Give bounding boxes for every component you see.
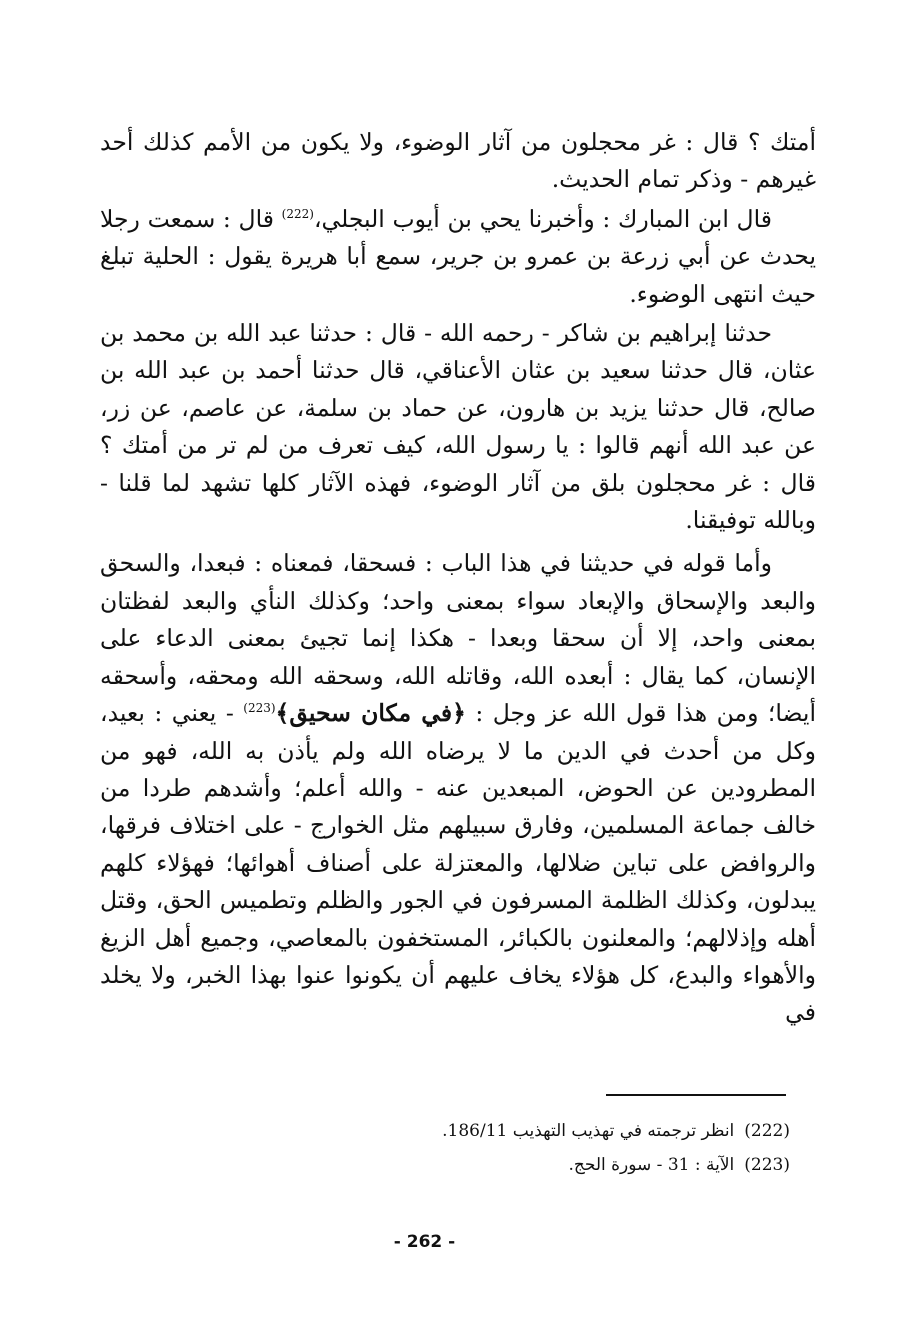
footnote-223: [100, 1148, 790, 1182]
footnote-text: انظر ترجمته في تهذيب التهذيب 186/11.: [442, 1121, 735, 1141]
paragraph-1-text: أمتك ؟ قال : غر محجلون من آثار الوضوء، ولا يكون من الأمم كذلك أحد غيرهم - وذكر تمام الحديث.: [100, 128, 816, 194]
paragraph-4: [100, 545, 816, 1031]
footnote-222: [100, 1114, 790, 1148]
quran-quote: ﴿في مكان سحيق﴾: [275, 699, 466, 728]
paragraph-2-text-before: قال ابن المبارك : وأخبرنا يحي بن أيوب البجلي،: [313, 204, 772, 233]
main-text: [100, 124, 816, 1032]
paragraph-2: [100, 201, 816, 313]
footnote-divider: [606, 1094, 786, 1096]
footnote-text: الآية : 31 - سورة الحج.: [568, 1155, 735, 1175]
footnote-number: (222): [744, 1121, 790, 1141]
footnotes: [100, 1114, 790, 1182]
paragraph-2-text-after: قال : سمعت رجلا يحدث عن أبي زرعة بن عمرو بن جرير، سمع أبا هريرة يقول : الحلية تبلغ حيث انتهى الوضوء.: [100, 204, 816, 308]
footnote-ref-222: (222): [281, 206, 314, 221]
paragraph-3-text: حدثنا إبراهيم بن شاكر - رحمه الله - قال : حدثنا عبد الله بن محمد بن عثان، قال حدثنا سعيد بن عثان الأعناقي، قال حدثنا أحمد بن عبد الله بن صالح، قال حدثنا يزيد بن هارون، عن حماد بن سلمة، عن عاصم، عن زر، عن عبد الله أنهم قالوا : يا رسول الله، كيف تعرف من لم تر من أمتك ؟ قال : غر محجلون بلق من آثار الوضوء، فهذه الآثار كلها تشهد لما قلنا - وبالله توفيقنا.: [100, 319, 816, 535]
paragraph-3: [100, 315, 816, 539]
footnote-number: (223): [744, 1155, 790, 1175]
page-number: - 262 -: [393, 1232, 456, 1252]
paragraph-4-text-before: وأما قوله في حديثنا في هذا الباب : فسحقا، فمعناه : فبعدا، والسحق والبعد والإسحاق والإبعاد سواء بمعنى واحد؛ وكذلك النأي والبعد لفظتان بمعنى واحد، إلا أن سحقا وبعدا - هكذا إنما تجيئ بمعنى الدعاء على الإنسان، كما يقال : أبعده الله، وقاتله الله، وسحقه الله ومحقه، وأسحقه أيضا؛ ومن هذا قول الله عز وجل :: [100, 549, 817, 728]
paragraph-1: [100, 124, 816, 199]
paragraph-4-text-after: - يعني : بعيد، وكل من أحدث في الدين ما لا يرضاه الله ولم يأذن به الله، فهو من المطرودين عن الحوض، المبعدين عنه - والله أعلم؛ وأشدهم طردا من خالف جماعة المسلمين، وفارق سبيلهم مثل الخوارج - على اختلاف فرقها، والروافض على تباين ضلالها، والمعتزلة على أصناف أهوائها؛ فهؤلاء كلهم يبدلون، وكذلك الظلمة المسرفون في الجور والظلم وتطميس الحق، وقتل أهله وإذلالهم؛ والمعلنون بالكبائر، المستخفون بالمعاصي، وجميع أهل الزيغ والأهواء والبدع، كل هؤلاء يخاف عليهم أن يكونوا عنوا بهذا الخبر، ولا يخلد في: [100, 699, 816, 1027]
footnote-ref-223: (223): [243, 701, 276, 716]
